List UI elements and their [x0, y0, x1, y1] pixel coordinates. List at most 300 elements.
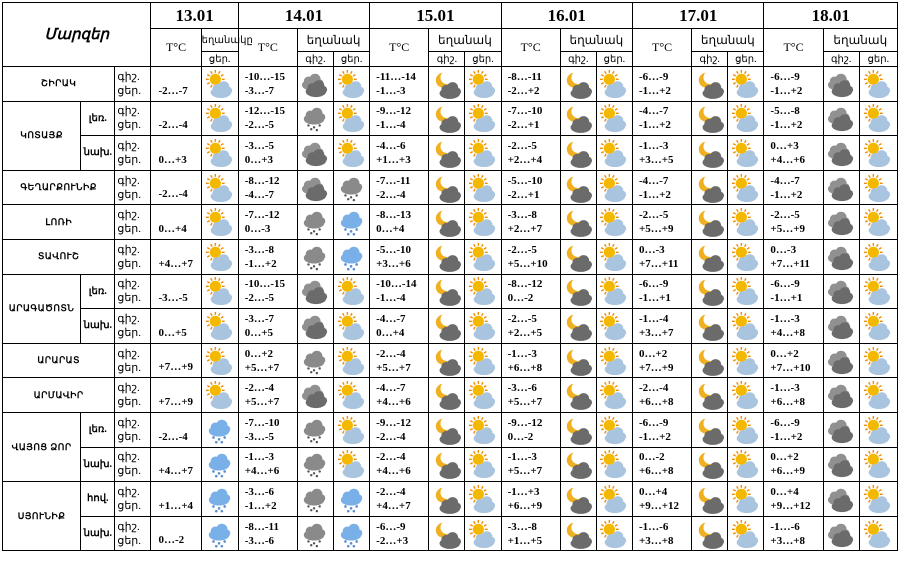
night-temp: 0…+3	[770, 139, 799, 152]
night-weather-cell	[692, 516, 728, 551]
weather-header: եղանակ	[297, 29, 369, 52]
night-weather-cell	[560, 343, 596, 378]
temp-range	[238, 67, 297, 102]
temp-range	[633, 170, 692, 205]
temp-range	[633, 482, 692, 517]
weather-13-cell	[201, 309, 238, 344]
sun-cloud-icon	[334, 450, 369, 478]
moon-cloud-icon	[692, 381, 727, 409]
day-temp: +4…+7	[376, 499, 411, 512]
day-temp: +6…+8	[639, 396, 674, 409]
region-name: ԱՐԱՐԱՏ	[3, 343, 115, 378]
day-temp: +3…+8	[770, 534, 805, 547]
region-part: լեռ.	[81, 101, 115, 136]
snow-dark-icon	[298, 520, 333, 548]
day-weather-cell	[728, 482, 764, 517]
night-weather-cell	[823, 239, 859, 274]
day-temp: -1…+2	[244, 257, 277, 270]
sun-cloud-icon	[860, 312, 897, 340]
day-weather-cell	[465, 170, 501, 205]
day-weather-cell	[465, 343, 501, 378]
region-row	[3, 309, 898, 344]
weather-13-cell	[201, 412, 238, 447]
sun-cloud-icon	[465, 174, 500, 202]
sun-cloud-icon	[728, 208, 763, 236]
moon-cloud-icon	[692, 347, 727, 375]
night-weather-cell	[297, 274, 333, 309]
temp-range	[633, 239, 692, 274]
night-label: գիշ.	[117, 485, 140, 498]
temp-header: T°C	[370, 29, 429, 67]
night-subheader: գիշ.	[823, 52, 859, 67]
sun-cloud-icon	[728, 243, 763, 271]
day-label: ցեր.	[117, 188, 142, 201]
sun-cloud-icon	[860, 243, 897, 271]
night-weather-cell	[429, 412, 465, 447]
night-weather-cell	[429, 482, 465, 517]
day-temp: 0…+3	[244, 153, 274, 166]
moon-cloud-icon	[692, 208, 727, 236]
temp-range	[501, 447, 560, 482]
day-weather-cell	[465, 412, 501, 447]
temp-header: T°C	[238, 29, 297, 67]
night-temp: -1…-3	[507, 451, 537, 464]
day-temp: 0…+4	[376, 326, 405, 339]
day-weather-cell	[596, 516, 632, 551]
day-label: ցեր.	[117, 430, 142, 443]
sun-cloud-icon	[860, 139, 897, 167]
night-temp: 0…-3	[639, 243, 665, 256]
sun-cloud-icon	[334, 416, 369, 444]
temp-range	[370, 274, 429, 309]
day-weather-cell	[334, 67, 370, 102]
sun-cloud-icon	[202, 174, 238, 202]
night-weather-cell	[692, 67, 728, 102]
temp-header: T°C	[764, 29, 823, 67]
sun-cloud-icon	[465, 104, 500, 132]
sun-cloud-icon	[597, 347, 632, 375]
night-weather-cell	[692, 378, 728, 413]
day-weather-cell	[728, 101, 764, 136]
region-name: ՏԱՎՈՒՇ	[3, 239, 115, 274]
temp-range	[501, 239, 560, 274]
night-temp: -7…-10	[244, 416, 280, 429]
day-temp: +4…+6	[376, 396, 411, 409]
night-weather-cell	[297, 343, 333, 378]
night-label: գիշ.	[117, 209, 140, 222]
region-row	[3, 378, 898, 413]
temp-header: T°C	[633, 29, 692, 67]
temp-range	[238, 239, 297, 274]
day-weather-cell	[596, 447, 632, 482]
night-weather-cell	[692, 205, 728, 240]
night-temp: -9…-12	[376, 416, 411, 429]
day-weather-cell	[596, 343, 632, 378]
day-temp: -1…+2	[639, 84, 671, 97]
night-weather-cell	[429, 343, 465, 378]
sun-cloud-icon	[860, 347, 897, 375]
night-subheader: գիշ.	[692, 52, 728, 67]
sun-cloud-icon	[860, 416, 897, 444]
temp-range	[633, 205, 692, 240]
night-temp: -6…-9	[770, 416, 800, 429]
night-label: գիշ.	[117, 520, 140, 533]
temp-13: 0…+4	[151, 205, 201, 240]
night-temp: -10…-14	[376, 278, 417, 291]
night-temp: -2…-5	[507, 312, 537, 325]
weather-header: եղանակ	[429, 29, 501, 52]
day-weather-cell	[859, 170, 897, 205]
night-temp: -12…-15	[244, 105, 286, 118]
night-temp: -4…-6	[376, 139, 406, 152]
cloud-dark-icon	[298, 174, 333, 202]
night-temp: -3…-6	[507, 382, 537, 395]
day-temp: -1…+2	[770, 430, 803, 443]
night-temp: -6…-9	[639, 278, 669, 291]
night-temp: -9…-12	[376, 105, 411, 118]
night-weather-cell	[429, 67, 465, 102]
day-weather-cell	[859, 274, 897, 309]
moon-cloud-icon	[561, 174, 596, 202]
day-weather-cell	[596, 239, 632, 274]
night-weather-cell	[429, 170, 465, 205]
night-label: գիշ.	[117, 312, 140, 325]
night-label: գիշ.	[117, 70, 140, 83]
moon-cloud-icon	[561, 104, 596, 132]
day-label: ցեր.	[117, 257, 142, 270]
sun-cloud-icon	[860, 520, 897, 548]
night-temp: -1…-4	[639, 312, 669, 325]
night-temp: 0…+2	[770, 451, 799, 464]
day-temp: +5…+7	[244, 361, 280, 374]
day-weather-cell	[465, 309, 501, 344]
night-weather-cell	[297, 136, 333, 171]
sun-cloud-icon	[202, 243, 238, 271]
night-temp: -3…-8	[507, 520, 537, 533]
day-temp: 0…-3	[244, 223, 271, 236]
day-temp: 0…-2	[507, 292, 534, 305]
day-weather-cell	[465, 101, 501, 136]
sun-cloud-icon	[860, 174, 897, 202]
moon-cloud-icon	[429, 485, 464, 513]
sun-cloud-icon	[202, 312, 238, 340]
temp-range	[238, 343, 297, 378]
temp-range	[633, 101, 692, 136]
sun-cloud-icon	[465, 70, 500, 98]
cloud-dark-icon	[824, 70, 859, 98]
day-weather-cell	[334, 205, 370, 240]
day-label: ցեր.	[117, 465, 142, 478]
snow-dark-icon	[298, 450, 333, 478]
night-weather-cell	[560, 516, 596, 551]
day-temp: -2…-5	[244, 119, 275, 132]
night-temp: -7…-12	[244, 209, 280, 222]
day-weather-cell	[728, 516, 764, 551]
night-label: գիշ.	[117, 105, 140, 118]
sun-cloud-icon	[465, 485, 500, 513]
day-weather-cell	[596, 412, 632, 447]
cloud-dark-icon	[824, 347, 859, 375]
temp-range	[501, 343, 560, 378]
night-temp: 0…+2	[639, 347, 668, 360]
day-label: ցեր.	[117, 534, 142, 547]
weather-header: եղանակ	[692, 29, 764, 52]
day-label: ցեր.	[117, 84, 142, 97]
temp-range	[633, 274, 692, 309]
night-subheader: գիշ.	[560, 52, 596, 67]
snow-blue-icon	[334, 485, 369, 513]
temp-13: -2…-4	[151, 101, 201, 136]
day-temp: +3…+5	[639, 153, 674, 166]
night-weather-cell	[297, 170, 333, 205]
night-temp: -4…-7	[639, 105, 669, 118]
temp-range	[764, 205, 823, 240]
moon-cloud-icon	[429, 450, 464, 478]
day-weather-cell	[728, 205, 764, 240]
day-header: 18.01	[764, 3, 898, 29]
night-temp: -2…-4	[376, 485, 406, 498]
night-temp: -10…-15	[244, 278, 286, 291]
day-weather-cell	[859, 378, 897, 413]
sun-cloud-icon	[465, 312, 500, 340]
moon-cloud-icon	[429, 277, 464, 305]
sun-cloud-icon	[860, 104, 897, 132]
temp-header: T°C	[151, 29, 201, 67]
moon-cloud-icon	[429, 312, 464, 340]
day-temp: -4…-7	[244, 188, 275, 201]
night-temp: -2…-4	[244, 382, 275, 395]
sun-cloud-icon	[597, 139, 632, 167]
day-temp: -1…+1	[639, 292, 671, 305]
sun-cloud-icon	[334, 70, 369, 98]
night-weather-cell	[823, 482, 859, 517]
night-weather-cell	[560, 412, 596, 447]
day-label: ցեր.	[117, 396, 142, 409]
night-weather-cell	[429, 447, 465, 482]
region-row	[3, 343, 898, 378]
moon-cloud-icon	[429, 70, 464, 98]
day-temp: -2…+1	[507, 188, 540, 201]
cloud-dark-icon	[298, 312, 333, 340]
night-temp: 0…+4	[639, 485, 668, 498]
day-temp: +3…+7	[639, 326, 674, 339]
night-weather-cell	[297, 482, 333, 517]
region-row	[3, 274, 898, 309]
moon-cloud-icon	[561, 139, 596, 167]
night-weather-cell	[560, 447, 596, 482]
temp-13: 0…-2	[151, 516, 201, 551]
weather-13-cell	[201, 170, 238, 205]
day-temp: +6…+8	[639, 465, 674, 478]
day-weather-cell	[334, 239, 370, 274]
day-temp: +7…+11	[770, 257, 810, 270]
day-weather-cell	[334, 378, 370, 413]
moon-cloud-icon	[692, 485, 727, 513]
night-temp: -9…-12	[507, 416, 543, 429]
sun-cloud-icon	[465, 520, 500, 548]
night-weather-cell	[823, 516, 859, 551]
day-temp: -1…-4	[376, 292, 406, 305]
region-part: լեռ.	[81, 274, 115, 309]
night-temp: -2…-4	[376, 451, 406, 464]
temp-range	[633, 412, 692, 447]
night-weather-cell	[560, 274, 596, 309]
moon-cloud-icon	[692, 312, 727, 340]
sun-cloud-icon	[728, 104, 763, 132]
day-temp: +6…+8	[507, 361, 543, 374]
day-weather-cell	[728, 309, 764, 344]
day-subheader: ցեր.	[465, 52, 501, 67]
temp-range	[764, 309, 823, 344]
day-subheader: ցեր.	[728, 52, 764, 67]
night-temp: 0…-2	[639, 451, 665, 464]
moon-cloud-icon	[561, 520, 596, 548]
time-of-day	[115, 170, 151, 205]
night-weather-cell	[429, 274, 465, 309]
night-temp: -1…-3	[507, 347, 537, 360]
day-header: 13.01	[151, 3, 238, 29]
night-weather-cell	[823, 205, 859, 240]
temp-range	[501, 274, 560, 309]
sun-cloud-icon	[334, 139, 369, 167]
night-weather-cell	[297, 67, 333, 102]
night-weather-cell	[823, 101, 859, 136]
time-of-day	[115, 343, 151, 378]
day-label: ցեր.	[117, 292, 142, 305]
snow-blue-icon	[202, 416, 238, 444]
night-temp: 0…+4	[770, 485, 799, 498]
sun-cloud-icon	[728, 485, 763, 513]
temp-range	[238, 378, 297, 413]
sun-cloud-icon	[860, 450, 897, 478]
day-weather-cell	[859, 412, 897, 447]
day-temp: -1…+2	[639, 119, 671, 132]
day-temp: +1…+5	[507, 534, 543, 547]
temp-13: +7…+9	[151, 378, 201, 413]
night-temp: -11…-14	[376, 70, 416, 83]
night-temp: -1…+3	[507, 485, 540, 498]
sun-cloud-icon	[728, 70, 763, 98]
sun-cloud-icon	[334, 104, 369, 132]
cloud-dark-icon	[824, 104, 859, 132]
sun-cloud-icon	[860, 277, 897, 305]
snow-blue-icon	[334, 208, 369, 236]
temp-range	[633, 309, 692, 344]
day-temp: +2…+5	[507, 326, 543, 339]
night-temp: -6…-9	[770, 70, 800, 83]
night-temp: -5…-8	[770, 105, 800, 118]
temp-range	[238, 136, 297, 171]
snow-blue-icon	[334, 520, 369, 548]
day-temp: +2…+7	[507, 223, 543, 236]
temp-13: -3…-5	[151, 274, 201, 309]
region-name: ԱՐՄԱՎԻՐ	[3, 378, 115, 413]
temp-range	[238, 309, 297, 344]
day-temp: -1…+2	[770, 188, 803, 201]
day-temp: -1…+2	[770, 84, 803, 97]
sun-cloud-icon	[597, 70, 632, 98]
temp-range	[370, 239, 429, 274]
weather-13-cell	[201, 239, 238, 274]
night-weather-cell	[297, 378, 333, 413]
day-weather-cell	[728, 343, 764, 378]
region-row	[3, 170, 898, 205]
region-part: նախ.	[81, 447, 115, 482]
region-row	[3, 67, 898, 102]
night-weather-cell	[429, 239, 465, 274]
day-weather-cell	[859, 136, 897, 171]
sun-cloud-icon	[202, 70, 238, 98]
day-temp: +7…+9	[639, 361, 674, 374]
sun-cloud-icon	[334, 277, 369, 305]
time-of-day	[115, 274, 151, 309]
day-temp: -2…-4	[376, 430, 406, 443]
day-weather-cell	[334, 170, 370, 205]
day-temp: +4…+6	[376, 465, 411, 478]
night-temp: -7…-10	[507, 105, 543, 118]
night-weather-cell	[692, 309, 728, 344]
day-label: ցեր.	[117, 326, 142, 339]
night-temp: -3…-6	[244, 485, 275, 498]
day-weather-cell	[859, 239, 897, 274]
temp-range	[501, 378, 560, 413]
sun-cloud-icon	[465, 347, 500, 375]
day-temp: +3…+8	[639, 534, 674, 547]
night-weather-cell	[692, 482, 728, 517]
sun-cloud-icon	[465, 243, 500, 271]
night-temp: -6…-9	[639, 70, 669, 83]
day-weather-cell	[728, 136, 764, 171]
region-name: ԳԵՂԱՐՔՈՒՆԻՔ	[3, 170, 115, 205]
sun-cloud-icon	[465, 208, 500, 236]
day-temp: +6…+9	[507, 499, 543, 512]
night-weather-cell	[297, 239, 333, 274]
sun-cloud-icon	[728, 381, 763, 409]
night-weather-cell	[429, 516, 465, 551]
region-name: ՍՅՈՒՆԻՔ	[3, 482, 81, 551]
temp-range	[238, 170, 297, 205]
day-weather-cell	[596, 309, 632, 344]
temp-range	[238, 274, 297, 309]
day-weather-cell	[859, 343, 897, 378]
temp-range	[633, 343, 692, 378]
night-weather-cell	[823, 309, 859, 344]
temp-13: +7…+9	[151, 343, 201, 378]
temp-range	[238, 516, 297, 551]
night-weather-cell	[560, 378, 596, 413]
regions-header: Մարզեր	[3, 3, 151, 67]
night-label: գիշ.	[117, 278, 140, 291]
day-weather-cell	[728, 447, 764, 482]
night-weather-cell	[560, 482, 596, 517]
temp-range	[501, 101, 560, 136]
sun-cloud-icon	[860, 70, 897, 98]
sun-cloud-icon	[728, 312, 763, 340]
night-weather-cell	[823, 136, 859, 171]
temp-range	[764, 170, 823, 205]
temp-range	[764, 274, 823, 309]
temp-range	[370, 170, 429, 205]
temp-range	[501, 482, 560, 517]
night-weather-cell	[823, 412, 859, 447]
day-label: ցեր.	[117, 153, 142, 166]
sun-cloud-icon	[202, 381, 238, 409]
night-temp: -4…-7	[376, 382, 406, 395]
night-weather-cell	[297, 447, 333, 482]
day-temp: -1…+2	[244, 499, 277, 512]
night-weather-cell	[692, 274, 728, 309]
temp-range	[370, 205, 429, 240]
